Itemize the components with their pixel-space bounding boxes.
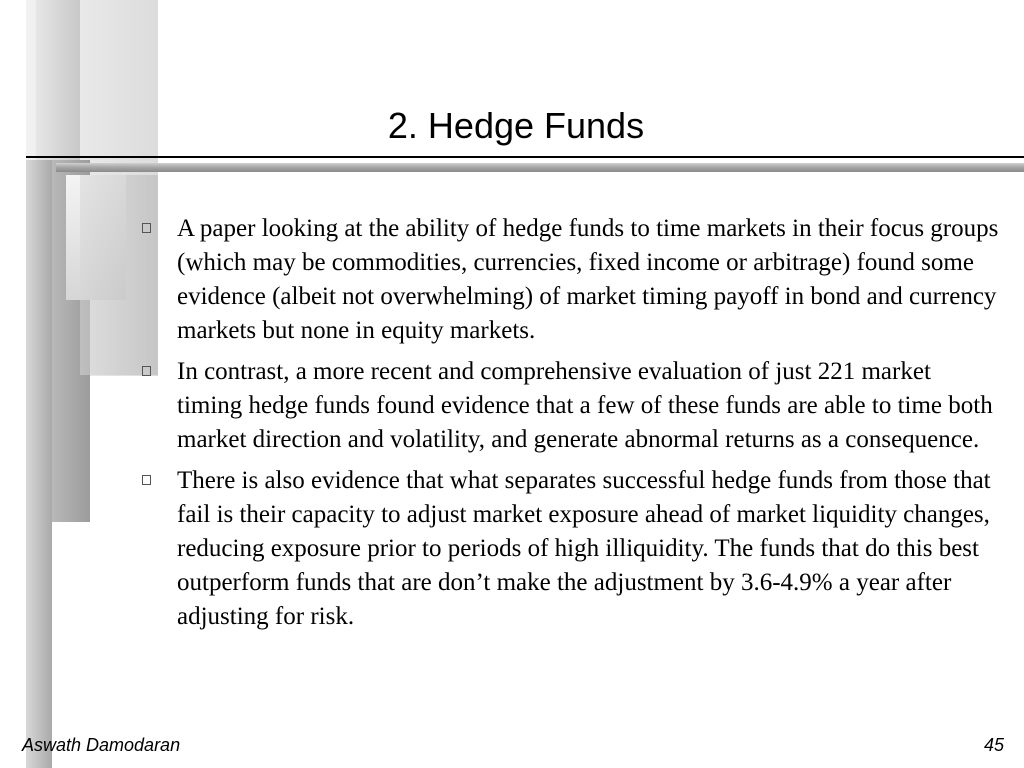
bullet-text: There is also evidence that what separates successful hedge funds from those that fail is their capacity to adjust market exposure ahead of market liquidity changes, reducing exposure prior to periods of high illiquidity. The funds that do this best outperform funds that are don’t make the adjustment by 3.6-4.9% a year after adjusting for risk. (177, 467, 991, 630)
bullet-list (142, 212, 1002, 641)
bullet-item (142, 464, 1002, 634)
title-divider-line (26, 156, 1024, 158)
title-divider-bar (56, 163, 1024, 172)
bullet-item (142, 355, 1002, 457)
square-bullet-icon (142, 475, 151, 485)
square-bullet-icon (142, 366, 151, 376)
square-bullet-icon (142, 223, 151, 233)
bullet-text: In contrast, a more recent and comprehensive evaluation of just 221 market timing hedge funds found evidence that a few of these funds are able to time both market direction and volatility, and generate abnormal returns as a consequence. (177, 358, 993, 453)
decorative-bar-long (26, 160, 52, 768)
footer-author: Aswath Damodaran (22, 735, 181, 755)
bullet-text: A paper looking at the ability of hedge funds to time markets in their focus groups (which may be commodities, currencies, fixed income or arbitrage) found some evidence (albeit not overwhelming) of market timing payoff in bond and currency markets but none in equity markets. (177, 215, 999, 344)
bullet-item (142, 212, 1002, 348)
slide-title: 2. Hedge Funds (387, 105, 645, 146)
footer-page-number: 45 (983, 735, 1004, 755)
